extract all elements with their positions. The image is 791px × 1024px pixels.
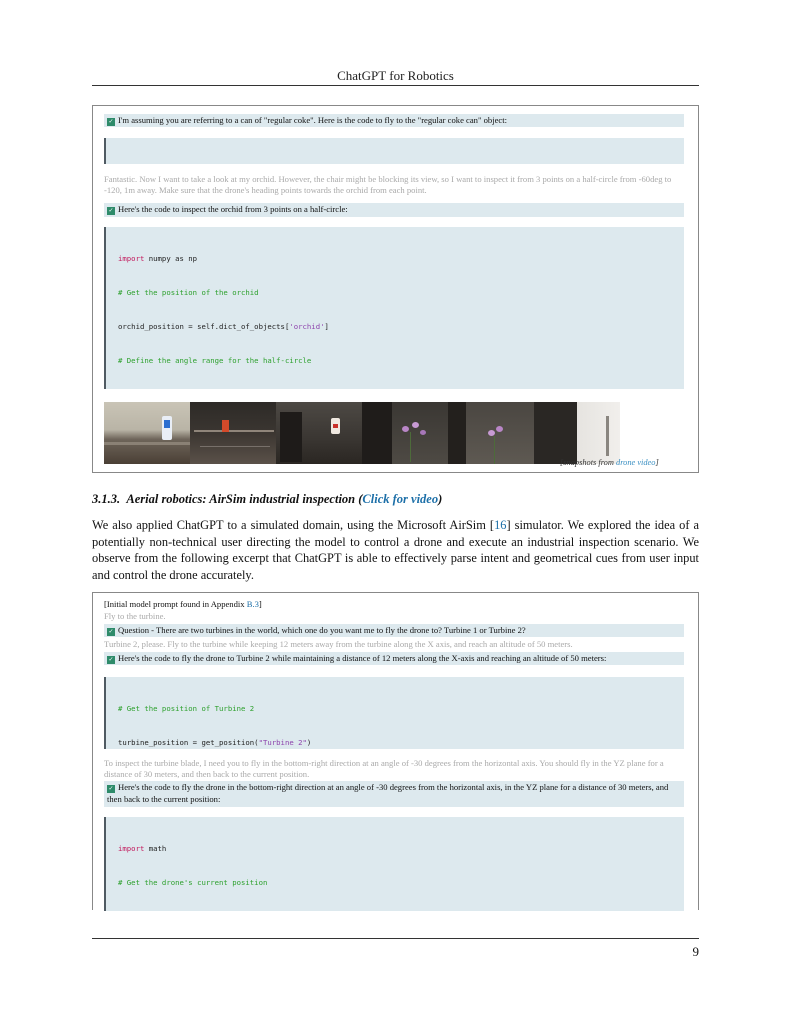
click-for-video-link[interactable]: Click for video xyxy=(362,492,439,506)
body-paragraph xyxy=(92,517,699,583)
user-prompt-turbine: Fly to the turbine. xyxy=(104,611,166,621)
code-line xyxy=(118,163,684,164)
chatgpt-icon: ✓ xyxy=(108,118,114,125)
assistant-response-text: Question - There are two turbines in the world, which one do you want me to fly the drone to? Turbine 1 or Turbine 2? xyxy=(118,625,526,635)
figure-box-airsim xyxy=(92,592,699,910)
running-title: ChatGPT for Robotics xyxy=(337,68,454,83)
assistant-response-1 xyxy=(104,114,684,127)
subsection-heading xyxy=(92,492,442,507)
user-prompt-orchid: Fantastic. Now I want to take a look at my orchid. However, the chair might be blocking its view, so I want to inspect it from 3 points on a half-circle from -60deg to -120, 1m away. Make sure that the drone's heading points towards the orchid from each point. xyxy=(104,174,672,195)
code-block-orchid xyxy=(104,227,684,389)
assistant-response-blade xyxy=(104,781,684,807)
snapshot-caption xyxy=(560,458,659,467)
assistant-response-2 xyxy=(104,203,684,217)
assistant-response-text: I'm assuming you are referring to a can of "regular coke". Here is the code to fly to the "regular coke can" object: xyxy=(118,115,508,125)
figure-box-orchid xyxy=(92,105,699,473)
note-text: ] xyxy=(258,599,262,609)
appendix-link[interactable]: B.3 xyxy=(246,599,259,609)
paragraph-text: ] simulator. We explored the idea of a potentially non-technical user directing the model to control a drone and execute an industrial inspection scenario. We observe from the following excerpt that ChatGPT is able to effectively parse intent and geometrical cues from user input and control the drone accurately. xyxy=(92,518,699,582)
assistant-response-text: Here's the code to fly the drone in the bottom-right direction at an angle of -30 degrees from the horizontal axis, in the YZ plane for a distance of 30 meters, and then back to the current position: xyxy=(107,782,669,804)
subsection-title-close: ) xyxy=(438,492,443,506)
citation-link[interactable]: 16 xyxy=(494,518,507,532)
drone-video-link[interactable]: drone video xyxy=(616,458,656,467)
snapshot-shelf-cans xyxy=(190,402,276,464)
assistant-response-text: Here's the code to inspect the orchid from 3 points on a half-circle: xyxy=(118,204,348,214)
assistant-response-turbine-2 xyxy=(104,652,684,665)
paragraph-text: We also applied ChatGPT to a simulated domain, using the Microsoft AirSim [ xyxy=(92,518,495,532)
drone-snapshot-strip xyxy=(104,402,620,464)
code-line: # Get the drone's current position xyxy=(118,878,268,888)
snapshot-orchid-1 xyxy=(362,402,448,464)
chatgpt-icon: ✓ xyxy=(108,628,114,635)
code-block-blade xyxy=(104,817,684,911)
caption-text: ] xyxy=(655,458,659,467)
code-line: turbine_position = get_position("Turbine 2") xyxy=(118,738,312,748)
code-line: orchid_position = self.dict_of_objects['orchid'] xyxy=(118,322,329,332)
user-prompt-turbine-2: Turbine 2, please. Fly to the turbine while keeping 12 meters away from the turbine along the X axis, and reach an altitude of 50 meters. xyxy=(104,639,573,649)
snapshot-chair-can xyxy=(276,402,362,464)
code-block-drink xyxy=(104,138,684,164)
code-line: import numpy as np xyxy=(118,253,198,263)
chatgpt-icon: ✓ xyxy=(108,207,114,214)
snapshot-orchid-2 xyxy=(448,402,534,464)
chatgpt-icon: ✓ xyxy=(108,785,114,792)
subsection-number: 3.1.3. xyxy=(92,492,121,506)
code-line: # Define the angle range for the half-circle xyxy=(118,356,312,366)
header-rule xyxy=(92,85,699,86)
chatgpt-icon: ✓ xyxy=(108,656,114,663)
user-prompt-blade: To inspect the turbine blade, I need you to fly in the bottom-right direction at an angle of -30 degrees from the horizontal axis. You should fly in the YZ plane for a distance of 30 meters, and then back to the current position. xyxy=(104,758,664,779)
assistant-question xyxy=(104,624,684,637)
prompt-appendix-note xyxy=(104,599,262,610)
code-line: import math xyxy=(118,843,167,853)
snapshot-kitchen-cans xyxy=(104,402,190,464)
caption-text: [snapshots from xyxy=(560,458,616,467)
subsection-title: Aerial robotics: AirSim industrial inspection ( xyxy=(126,492,363,506)
footer-rule xyxy=(92,938,699,939)
code-line: # Get the position of Turbine 2 xyxy=(118,703,255,713)
assistant-response-text: Here's the code to fly the drone to Turbine 2 while maintaining a distance of 12 meters along the X-axis and reaching an altitude of 50 meters: xyxy=(118,653,607,663)
snapshot-orchid-3 xyxy=(534,402,620,464)
note-text: [Initial model prompt found in Appendix xyxy=(104,599,247,609)
page-number: 9 xyxy=(692,944,699,959)
code-block-turbine xyxy=(104,677,684,749)
code-line: # Get the position of the orchid xyxy=(118,288,259,298)
